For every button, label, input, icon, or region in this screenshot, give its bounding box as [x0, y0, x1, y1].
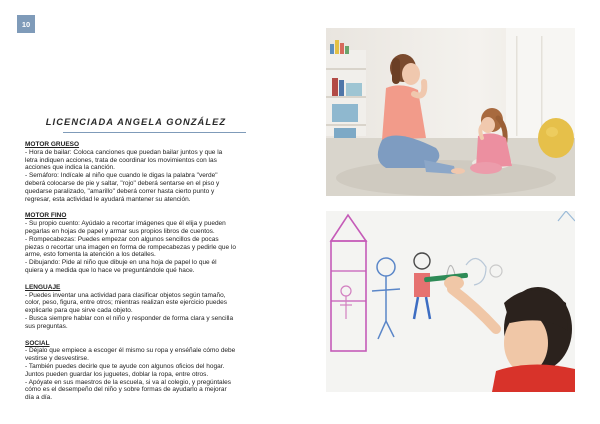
text-line: - También puedes decirle que te ayude con algunos oficios del hogar. — [25, 362, 225, 370]
text-line: regresar, esta actividad le ayudará mantener su atención. — [25, 195, 191, 203]
text-line: arme, esto fomenta la atención a los detalles. — [25, 251, 156, 259]
text-line: - Dibujando: Pide al niño que dibuje en una hoja de papel lo que él — [25, 259, 217, 267]
section-lenguaje — [25, 284, 281, 331]
text-line: deberá colocarse de pie y saltar, "rojo" deberá sentarse en el piso y — [25, 179, 220, 187]
text-line: letra indiquen acciones, trata de coordinar los movimientos con las — [25, 156, 217, 164]
text-line: color, peso, figura, entre otros; mientras realizan este ejercicio puedes — [25, 299, 227, 307]
section-heading: MOTOR GRUESO — [25, 141, 80, 148]
photo-illustration — [326, 28, 575, 196]
text-line: - Apóyate en sus maestros de la escuela, si va al colegio, y pregúntales — [25, 378, 231, 386]
text-line: piezas o recortar una imagen en forma de rompecabezas y pedirle que lo — [25, 243, 237, 251]
text-line: quiera y a medida que lo hace ve preguntándole qué hace. — [25, 266, 195, 274]
text-line: - Semáforo: Indícale al niño que cuando le digas la palabra "verde" — [25, 172, 218, 180]
section-heading: SOCIAL — [25, 339, 50, 347]
text-line: acciones que indica la canción. — [25, 164, 115, 172]
text-line: - Déjalo que empiece a escoger él mismo su ropa y enséñale cómo debe — [25, 347, 236, 355]
section-heading: MOTOR FINO — [25, 212, 67, 220]
text-line: - Rompecabezas: Puedes empezar con algunos sencillos de pocas — [25, 235, 219, 243]
text-line: quedarse paralizado, "amarillo" deberá correr hasta cierto punto y — [25, 187, 215, 195]
photo-boy-drawing-on-wall — [326, 211, 575, 392]
activities-text — [25, 141, 281, 402]
text-line: vestirse y desvestirse. — [25, 355, 89, 363]
photo-illustration — [326, 211, 575, 392]
section-motor-grueso — [25, 141, 281, 203]
text-line: - Hora de bailar: Coloca canciones que puedan bailar juntos y que la — [25, 148, 223, 156]
text-line: - Puedes inventar una actividad para clasificar objetos según tamaño, — [25, 291, 226, 299]
photo-mother-daughter-playing — [326, 28, 575, 196]
text-line: cómo es el desempeño del niño y sobre formas de ayudarlo a mejorar — [25, 386, 227, 394]
text-line: - Busca siempre hablar con el niño y responder de forma clara y sencilla — [25, 314, 234, 322]
title-underline — [63, 132, 246, 133]
text-line: sus preguntas. — [25, 322, 68, 330]
text-line: Juntos pueden guardar los juguetes, doblar la ropa, entre otros. — [25, 370, 209, 378]
page-number-badge — [17, 15, 35, 33]
text-line: pegarlas en hojas de papel y armar sus propios libros de cuentos. — [25, 227, 215, 235]
document-title: LICENCIADA ANGELA GONZÁLEZ — [45, 117, 227, 127]
text-line: - Su propio cuento: Ayúdalo a recortar imágenes que él elija y pueden — [25, 220, 226, 228]
section-motor-fino — [25, 212, 281, 274]
text-line: día a día. — [25, 394, 53, 402]
text-line: explicarle para que sirve cada objeto. — [25, 307, 133, 315]
page-number: 10 — [21, 19, 31, 29]
section-social — [25, 340, 281, 402]
section-heading: LENGUAJE — [25, 283, 61, 291]
